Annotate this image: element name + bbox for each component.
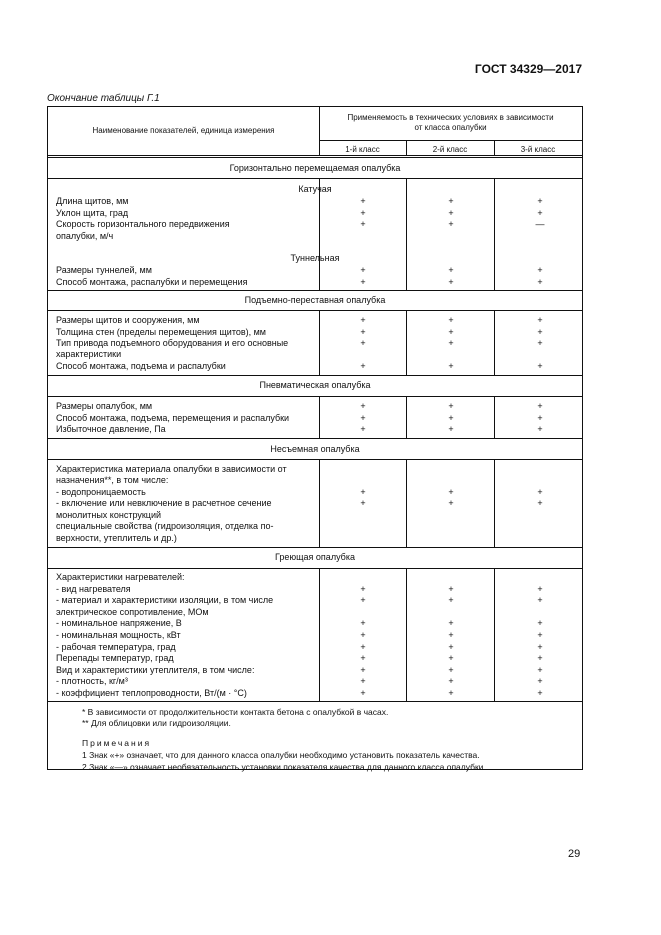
row-label: Длина щитов, мм	[56, 196, 129, 206]
table-row	[48, 314, 582, 326]
mark-class-2: +	[448, 361, 454, 371]
column-header-applicability-line2: от класса опалубки	[414, 123, 487, 132]
mark-class-2: +	[448, 676, 454, 686]
row-label: Характеристика материала опалубки в зависимости от	[56, 464, 287, 474]
mark-class-1: +	[360, 401, 366, 411]
mark-class-3: —	[535, 219, 545, 229]
table-row	[48, 400, 582, 412]
note-2: 2 Знак «—» означает необязательность установки показателя качества для данного класса опалубки.	[82, 762, 486, 772]
mark-class-1: +	[360, 618, 366, 628]
row-label: - плотность, кг/м³	[56, 676, 128, 686]
row-label: специальные свойства (гидроизоляция, отделка по-	[56, 521, 274, 531]
row-label: Размеры туннелей, мм	[56, 265, 152, 275]
class-header-1: 1-й класс	[345, 145, 380, 154]
row-label: монолитных конструкций	[56, 510, 161, 520]
mark-class-3: +	[537, 277, 543, 287]
mark-class-1: +	[360, 665, 366, 675]
row-label: Характеристики нагревателей:	[56, 572, 185, 582]
row-label: опалубки, м/ч	[56, 231, 114, 241]
table-row	[48, 497, 582, 509]
mark-class-1: +	[360, 208, 366, 218]
mark-class-2: +	[448, 265, 454, 275]
mark-class-3: +	[537, 413, 543, 423]
column-header-name: Наименование показателей, единица измерения	[92, 126, 275, 135]
mark-class-1: +	[360, 265, 366, 275]
class-header-3: 3-й класс	[520, 145, 556, 154]
mark-class-3: +	[537, 676, 543, 686]
mark-class-3: +	[537, 665, 543, 675]
mark-class-2: +	[448, 584, 454, 594]
row-label: характеристики	[56, 349, 122, 359]
page-number: 29	[568, 848, 581, 860]
row-label: Способ монтажа, подъема и распалубки	[56, 361, 226, 371]
table-row	[48, 652, 582, 664]
class-header-2: 2-й класс	[432, 145, 468, 154]
table-row	[48, 360, 582, 372]
mark-class-1: +	[360, 315, 366, 325]
row-label: - коэффициент теплопроводности, Вт/(м · °С)	[56, 688, 247, 698]
mark-class-2: +	[448, 327, 454, 337]
mark-class-3: +	[537, 338, 543, 348]
mark-class-3: +	[537, 361, 543, 371]
table-row	[48, 617, 582, 629]
row-label: назначения**, в том числе:	[56, 475, 169, 485]
header-bottom-border-2	[48, 157, 582, 158]
class-divider-2	[494, 140, 495, 156]
column-header-applicability	[319, 113, 582, 133]
row-label: - включение или невключение в расчетное сечение	[56, 498, 272, 508]
mark-class-3: +	[537, 265, 543, 275]
mark-class-3: +	[537, 584, 543, 594]
row-label: Избыточное давление, Па	[56, 424, 166, 434]
row-label: Толщина стен (пределы перемещения щитов), мм	[56, 327, 266, 337]
section-title-pneumatic: Пневматическая опалубка	[259, 380, 371, 390]
note-1: 1 Знак «+» означает, что для данного класса опалубки необходимо установить показатель качества.	[82, 750, 480, 760]
mark-class-1: +	[360, 630, 366, 640]
mark-class-2: +	[448, 196, 454, 206]
mark-class-2: +	[448, 688, 454, 698]
table-row	[48, 423, 582, 435]
mark-class-2: +	[448, 630, 454, 640]
mark-class-3: +	[537, 327, 543, 337]
mark-class-3: +	[537, 618, 543, 628]
section-separator	[48, 701, 582, 702]
mark-class-3: +	[537, 688, 543, 698]
header-subdivider	[319, 140, 582, 141]
table-row	[48, 195, 582, 207]
table-row	[48, 675, 582, 687]
table-row	[48, 276, 582, 288]
row-label: - вид нагревателя	[56, 584, 131, 594]
mark-class-1: +	[360, 424, 366, 434]
mark-class-1: +	[360, 642, 366, 652]
mark-class-1: +	[360, 277, 366, 287]
mark-class-2: +	[448, 315, 454, 325]
row-label: Уклон щита, град	[56, 208, 129, 218]
table-row	[48, 687, 582, 699]
section-separator	[48, 547, 582, 548]
mark-class-2: +	[448, 665, 454, 675]
mark-class-1: +	[360, 498, 366, 508]
row-label: электрическое сопротивление, МОм	[56, 607, 209, 617]
mark-class-2: +	[448, 219, 454, 229]
table-row	[48, 264, 582, 276]
section-separator	[48, 568, 582, 569]
mark-class-1: +	[360, 361, 366, 371]
row-label: Перепады температур, град	[56, 653, 174, 663]
mark-class-1: +	[360, 219, 366, 229]
mark-class-1: +	[360, 196, 366, 206]
table-row	[48, 629, 582, 641]
mark-class-2: +	[448, 424, 454, 434]
mark-class-3: +	[537, 315, 543, 325]
mark-class-1: +	[360, 327, 366, 337]
row-label: Размеры опалубок, мм	[56, 401, 153, 411]
row-label: Скорость горизонтального передвижения	[56, 219, 230, 229]
section-separator	[48, 396, 582, 397]
mark-class-2: +	[448, 277, 454, 287]
mark-class-2: +	[448, 498, 454, 508]
row-label: - номинальная мощность, кВт	[56, 630, 181, 640]
table-row	[48, 571, 582, 583]
data-table	[47, 106, 583, 770]
mark-class-3: +	[537, 208, 543, 218]
table-row	[48, 520, 582, 532]
row-label: - материал и характеристики изоляции, в том числе	[56, 595, 274, 605]
mark-class-3: +	[537, 401, 543, 411]
mark-class-2: +	[448, 618, 454, 628]
mark-class-1: +	[360, 676, 366, 686]
table-row	[48, 218, 582, 230]
mark-class-2: +	[448, 338, 454, 348]
section-title-heating: Греющая опалубка	[275, 552, 355, 562]
mark-class-2: +	[448, 653, 454, 663]
section-separator	[48, 310, 582, 311]
mark-class-3: +	[537, 653, 543, 663]
document-code: ГОСТ 34329—2017	[474, 62, 582, 76]
mark-class-2: +	[448, 413, 454, 423]
mark-class-1: +	[360, 688, 366, 698]
mark-class-1: +	[360, 487, 366, 497]
section-title-permanent: Несъемная опалубка	[270, 444, 360, 454]
column-header-applicability-line1: Применяемость в технических условиях в зависимости	[347, 113, 554, 122]
table-row	[48, 532, 582, 544]
header-bottom-border	[48, 155, 582, 156]
row-label: Тип привода подъемного оборудования и его основные	[56, 338, 289, 348]
mark-class-1: +	[360, 413, 366, 423]
section-separator	[48, 459, 582, 460]
section-separator	[48, 438, 582, 439]
mark-class-2: +	[448, 595, 454, 605]
row-label: Способ монтажа, распалубки и перемещения	[56, 277, 248, 287]
section-title-tunnel: Туннельная	[290, 253, 340, 263]
header-vertical-divider	[319, 107, 320, 156]
mark-class-1: +	[360, 653, 366, 663]
mark-class-3: +	[537, 595, 543, 605]
footnote-2: ** Для облицовки или гидроизоляции.	[82, 718, 231, 728]
mark-class-3: +	[537, 487, 543, 497]
section-title-horizontal: Горизонтально перемещаемая опалубка	[229, 163, 401, 173]
mark-class-3: +	[537, 498, 543, 508]
table-caption: Окончание таблицы Г.1	[47, 93, 160, 104]
table-row	[48, 474, 582, 486]
section-separator	[48, 375, 582, 376]
section-title-rolling: Катучая	[298, 184, 332, 194]
row-label: Вид и характеристики утеплителя, в том числе:	[56, 665, 255, 675]
table-row	[48, 230, 582, 242]
mark-class-3: +	[537, 424, 543, 434]
section-separator	[48, 178, 582, 179]
mark-class-3: +	[537, 630, 543, 640]
section-title-climbing: Подъемно-переставная опалубка	[244, 295, 386, 305]
row-label: - рабочая температура, град	[56, 642, 176, 652]
mark-class-1: +	[360, 584, 366, 594]
mark-class-1: +	[360, 595, 366, 605]
notes-title: Примечания	[82, 738, 152, 748]
mark-class-3: +	[537, 196, 543, 206]
row-label: - водопроницаемость	[56, 487, 146, 497]
mark-class-2: +	[448, 487, 454, 497]
mark-class-1: +	[360, 338, 366, 348]
row-label: Размеры щитов и сооружения, мм	[56, 315, 200, 325]
mark-class-2: +	[448, 642, 454, 652]
mark-class-3: +	[537, 642, 543, 652]
mark-class-2: +	[448, 401, 454, 411]
footnote-1: * В зависимости от продолжительности контакта бетона с опалубкой в часах.	[82, 707, 389, 717]
section-separator	[48, 290, 582, 291]
mark-class-2: +	[448, 208, 454, 218]
row-label: Способ монтажа, подъема, перемещения и распалубки	[56, 413, 290, 423]
table-row	[48, 594, 582, 606]
row-label: верхности, утеплитель и др.)	[56, 533, 177, 543]
row-label: - номинальное напряжение, В	[56, 618, 182, 628]
table-row	[48, 348, 582, 360]
class-divider-1	[406, 140, 407, 156]
